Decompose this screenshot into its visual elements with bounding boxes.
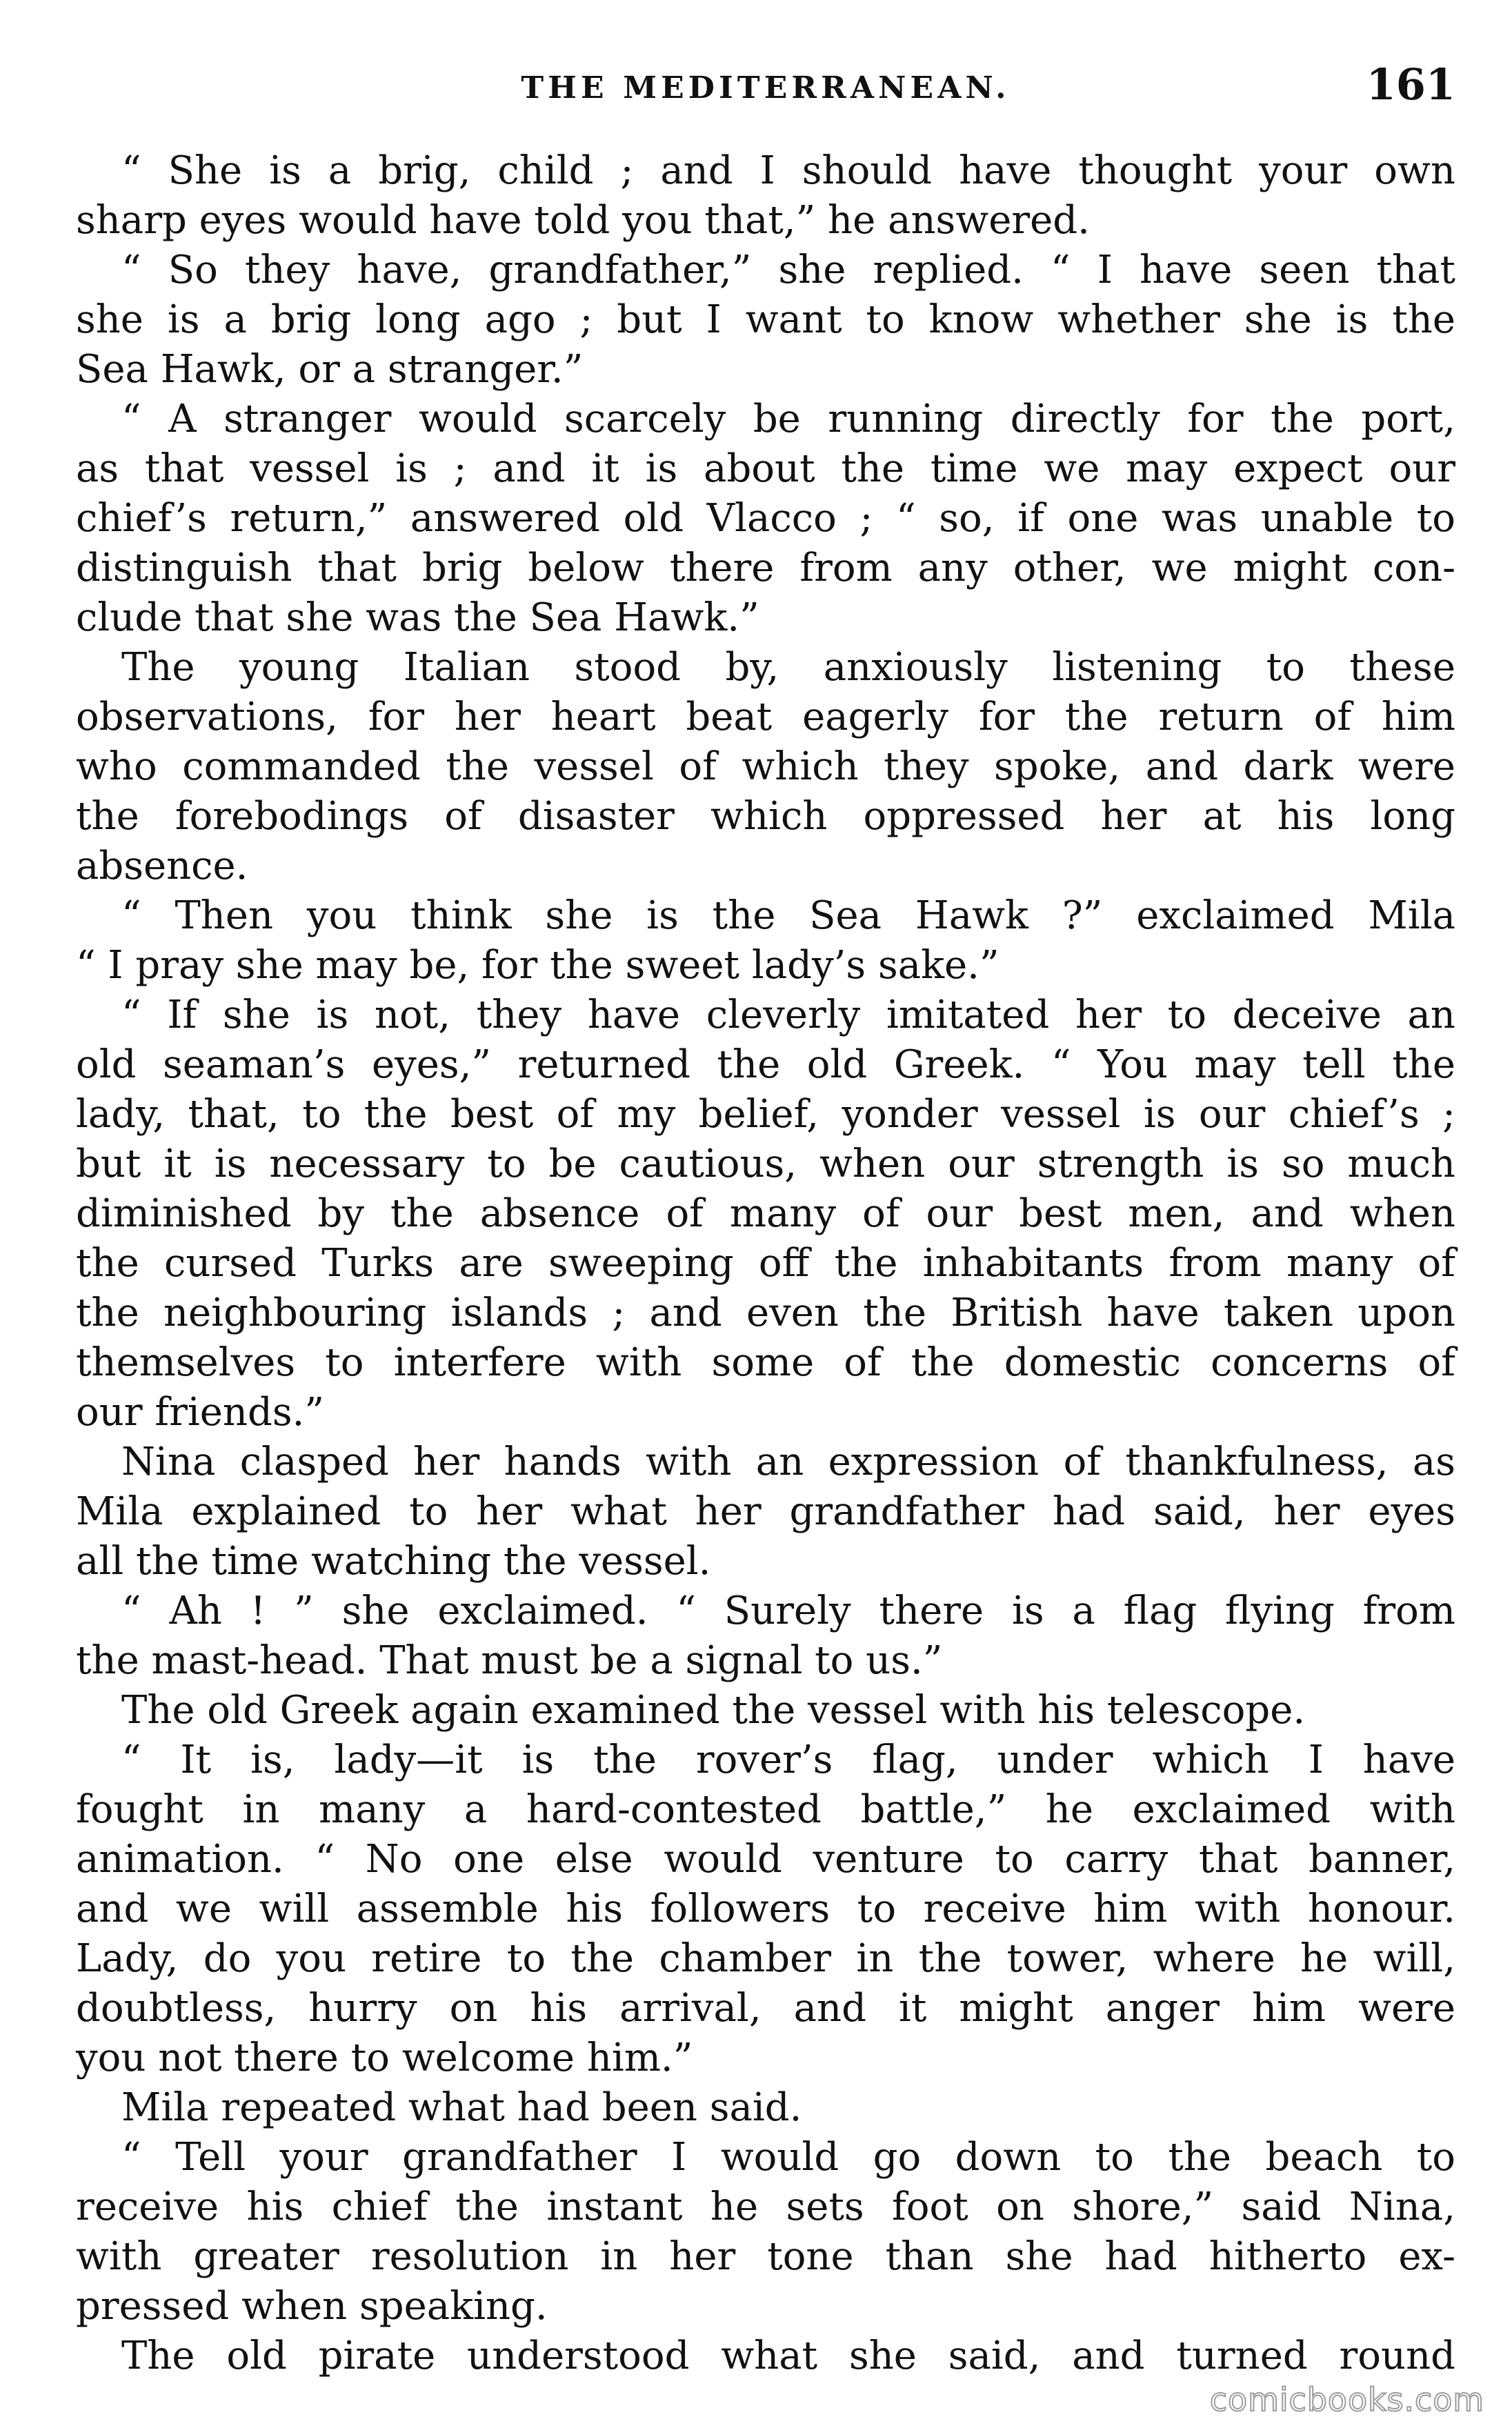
text-line: Nina clasped her hands with an expression of thankfulness, as xyxy=(121,1440,1455,1484)
text-line: all the time watching the vessel. xyxy=(76,1539,711,1584)
text-line: old seaman’s eyes,” returned the old Greek. “ You may tell the xyxy=(76,1042,1455,1087)
text-line: The old Greek again examined the vessel with his telescope. xyxy=(121,1688,1306,1733)
text-line: Mila explained to her what her grandfather had said, her eyes xyxy=(76,1489,1455,1534)
text-line: “ If she is not, they have cleverly imitated her to deceive an xyxy=(121,993,1455,1037)
text-line: diminished by the absence of many of our best men, and when xyxy=(76,1191,1455,1236)
text-line: “ Then you think she is the Sea Hawk ?” exclaimed Mila xyxy=(121,893,1455,938)
text-line: chief’s return,” answered old Vlacco ; “ so, if one was unable to xyxy=(76,496,1455,541)
text-line: and we will assemble his followers to receive him with honour. xyxy=(76,1887,1455,1931)
text-line: the mast-head. That must be a signal to us.” xyxy=(76,1638,943,1683)
page-number: 161 xyxy=(1366,59,1455,110)
text-line: lady, that, to the best of my belief, yonder vessel is our chief’s ; xyxy=(76,1092,1455,1137)
text-line: the cursed Turks are sweeping off the inhabitants from many of xyxy=(76,1241,1455,1286)
text-line: “ So they have, grandfather,” she replied. “ I have seen that xyxy=(121,248,1455,292)
text-line: The old pirate understood what she said, and turned round xyxy=(121,2334,1455,2378)
text-line: “ Tell your grandfather I would go down to the beach to xyxy=(121,2135,1455,2180)
text-line: animation. “ No one else would venture to carry that banner, xyxy=(76,1837,1455,1882)
text-line: she is a brig long ago ; but I want to know whether she is the xyxy=(76,297,1455,342)
text-line: distinguish that brig below there from any other, we might con- xyxy=(76,546,1455,590)
text-line: Sea Hawk, or a stranger.” xyxy=(76,347,584,392)
body-text xyxy=(76,146,1455,2381)
page-header xyxy=(76,59,1455,121)
text-line: “ A stranger would scarcely be running directly for the port, xyxy=(121,397,1455,441)
text-line: themselves to interfere with some of the domestic concerns of xyxy=(76,1340,1455,1385)
text-line: Mila repeated what had been said. xyxy=(121,2085,802,2130)
text-line: The young Italian stood by, anxiously listening to these xyxy=(121,645,1455,690)
text-line: observations, for her heart beat eagerly for the return of him xyxy=(76,695,1455,739)
text-line: “ She is a brig, child ; and I should have thought your own xyxy=(121,148,1455,193)
text-line: “ It is, lady—it is the rover’s flag, under which I have xyxy=(121,1738,1455,1782)
running-head: THE MEDITERRANEAN. xyxy=(521,70,1011,106)
text-line: clude that she was the Sea Hawk.” xyxy=(76,595,759,640)
text-line: doubtless, hurry on his arrival, and it might anger him were xyxy=(76,1986,1455,2031)
text-line: pressed when speaking. xyxy=(76,2284,548,2329)
text-line: absence. xyxy=(76,844,248,888)
watermark-logo: comicbooks.com xyxy=(1209,2381,1484,2418)
text-line: with greater resolution in her tone than she had hitherto ex- xyxy=(76,2234,1455,2279)
text-line: our friends.” xyxy=(76,1390,324,1435)
text-line: the neighbouring islands ; and even the British have taken upon xyxy=(76,1291,1455,1335)
text-line: “ I pray she may be, for the sweet lady’s sake.” xyxy=(76,943,999,988)
text-line: sharp eyes would have told you that,” he answered. xyxy=(76,198,1090,243)
text-line: Lady, do you retire to the chamber in the tower, where he will, xyxy=(76,1936,1455,1981)
text-line: you not there to welcome him.” xyxy=(76,2036,693,2080)
text-line: fought in many a hard-contested battle,” he exclaimed with xyxy=(76,1787,1455,1832)
text-line: receive his chief the instant he sets foot on shore,” said Nina, xyxy=(76,2185,1455,2229)
text-line: the forebodings of disaster which oppressed her at his long xyxy=(76,794,1455,839)
text-line: who commanded the vessel of which they spoke, and dark were xyxy=(76,744,1455,789)
text-line: but it is necessary to be cautious, when our strength is so much xyxy=(76,1142,1455,1186)
text-line: “ Ah ! ” she exclaimed. “ Surely there is a flag flying from xyxy=(121,1589,1455,1633)
text-line: as that vessel is ; and it is about the time we may expect our xyxy=(76,446,1455,491)
